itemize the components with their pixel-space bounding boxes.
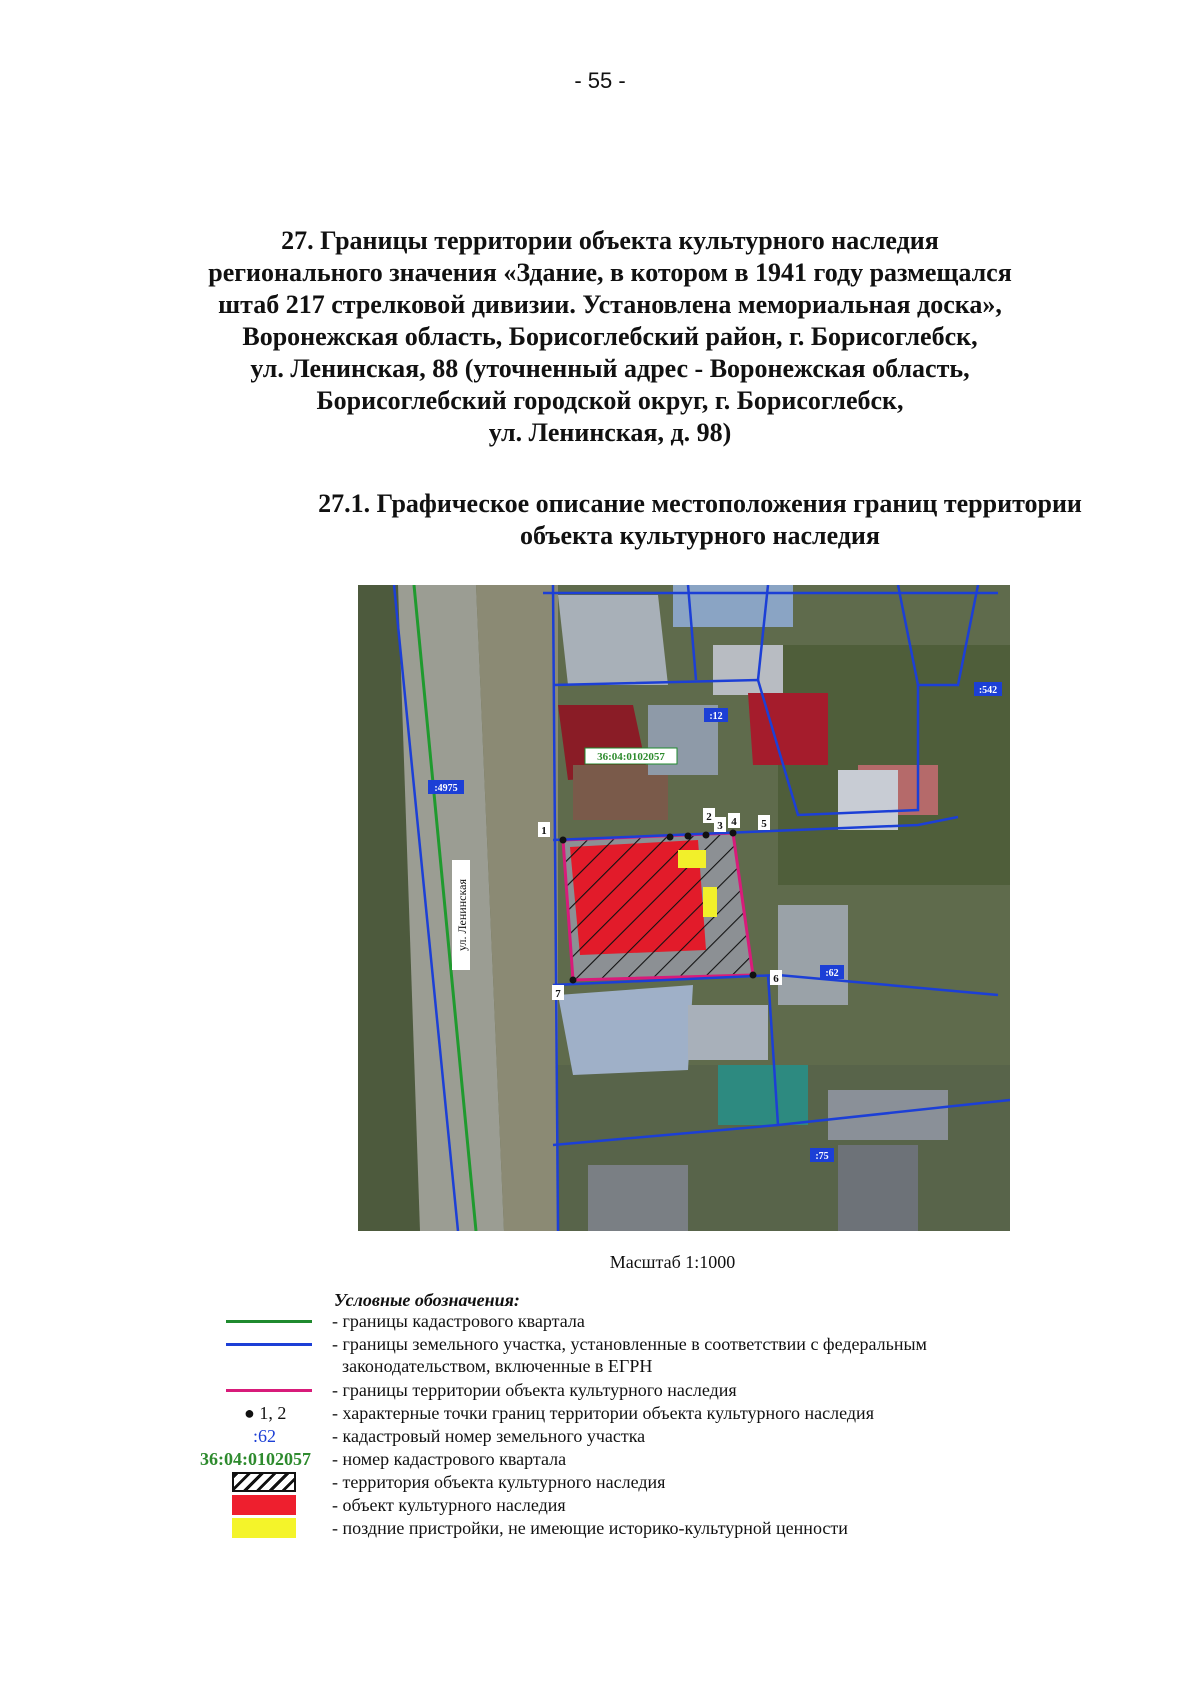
parcel-label: :4975 — [434, 783, 458, 794]
hatch-symbol — [232, 1472, 296, 1492]
title-line: ул. Ленинская, д. 98) — [488, 418, 732, 447]
building — [558, 595, 668, 685]
legend-item: :62 - кадастровый номер земельного участка — [253, 1426, 646, 1446]
section-title — [150, 225, 1070, 449]
scale-text: Масштаб 1:1000 — [609, 1252, 736, 1272]
parcel-label: :12 — [709, 711, 723, 722]
blue-line-symbol — [226, 1343, 312, 1346]
street-label: ул. Ленинская — [455, 879, 469, 951]
point-label: 5 — [761, 818, 767, 830]
yellow-box-symbol — [232, 1518, 296, 1538]
legend-item: законодательством, включенные в ЕГРН — [342, 1356, 653, 1376]
aerial-map — [358, 585, 1010, 1231]
title-line: штаб 217 стрелковой дивизии. Установлена мемориальная доска», — [218, 290, 1002, 319]
parcel-number-symbol: :62 — [253, 1426, 277, 1446]
legend-item: - территория объекта культурного наследия — [0, 1471, 1200, 1495]
subtitle-line: объекта культурного наследия — [520, 521, 880, 550]
point-label: 4 — [731, 816, 737, 828]
legend-item: ● 1, 2 - характерные точки границ территории объекта культурного наследия — [244, 1403, 874, 1423]
legend-title: Условные обозначения: — [334, 1290, 520, 1310]
page-number: - 55 - — [574, 68, 626, 93]
legend-item: 36:04:0102057 - номер кадастрового квартала — [200, 1449, 567, 1469]
point-label: 2 — [706, 811, 712, 823]
magenta-line-symbol — [226, 1389, 312, 1392]
title-line: ул. Ленинская, 88 (уточненный адрес - Воронежская область, — [250, 354, 970, 383]
title-line: Воронежская область, Борисоглебский район, г. Борисоглебск, — [242, 322, 978, 351]
legend-item: - границы земельного участка, установленные в соответствии с федеральным — [0, 1333, 1200, 1357]
title-line: Борисоглебский городской округ, г. Борисоглебск, — [316, 386, 904, 415]
parcel-label: :542 — [978, 685, 998, 696]
late-extension — [678, 850, 706, 868]
point-label: 7 — [555, 988, 561, 1000]
green-line-symbol — [226, 1320, 312, 1323]
legend-item: - границы территории объекта культурного наследия — [0, 1379, 1200, 1403]
point-label: 1 — [541, 825, 547, 837]
legend-item: - границы кадастрового квартала — [0, 1310, 1200, 1334]
legend-item: - объект культурного наследия — [0, 1494, 1200, 1518]
title-line: 27. Границы территории объекта культурного наследия — [281, 226, 939, 255]
late-extension — [703, 887, 717, 917]
parcel-label: :62 — [825, 968, 839, 979]
point-label: 6 — [773, 973, 779, 985]
parcel-label: :75 — [815, 1151, 829, 1162]
subsection-title — [260, 488, 1140, 552]
legend-item: - поздние пристройки, не имеющие историко-культурной ценности — [0, 1517, 1200, 1541]
title-line: регионального значения «Здание, в котором в 1941 году размещался — [208, 258, 1012, 287]
red-box-symbol — [232, 1495, 296, 1515]
quarter-label: 36:04:0102057 — [597, 751, 665, 763]
quarter-number-symbol: 36:04:0102057 — [200, 1449, 311, 1469]
point-label: 3 — [717, 820, 723, 832]
point-symbol: ● 1, 2 — [244, 1403, 287, 1423]
subtitle-line: 27.1. Графическое описание местоположения границ территории — [318, 489, 1082, 518]
